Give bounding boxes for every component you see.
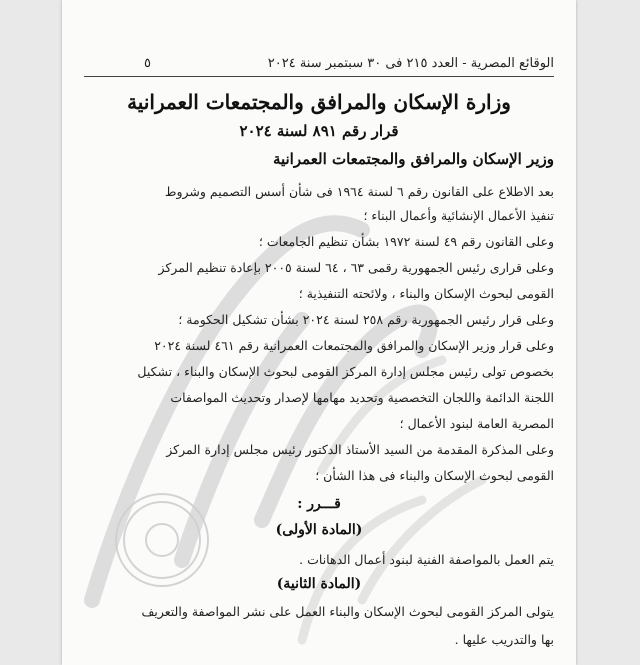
- running-title: الوقائع المصرية - العدد ٢١٥ فى ٣٠ سبتمبر سنة ٢٠٢٤: [267, 56, 554, 71]
- body-line: وعلى المذكرة المقدمة من السيد الأستاذ الدكتور رئيس مجلس إدارة المركز: [166, 442, 554, 457]
- document-page: [62, 0, 576, 665]
- article-2-text: يتولى المركز القومى لبحوث الإسكان والبناء العمل على نشر المواصفة والتعريف: [141, 604, 554, 619]
- body-line: المصرية العامة لبنود الأعمال ؛: [399, 416, 554, 431]
- body-line: وعلى قرارى رئيس الجمهورية رقمى ٦٣ ، ٦٤ لسنة ٢٠٠٥ بإعادة تنظيم المركز: [158, 260, 554, 275]
- article-1-text: يتم العمل بالمواصفة الفنية لبنود أعمال الدهانات .: [299, 552, 554, 567]
- running-header: [84, 56, 554, 77]
- body-line: تنفيذ الأعمال الإنشائية وأعمال البناء ؛: [363, 208, 554, 223]
- body-line: بخصوص تولى رئيس مجلس إدارة المركز القومى لبحوث الإسكان والبناء ، تشكيل: [137, 364, 554, 379]
- article-2-text: بها والتدريب عليها .: [454, 632, 554, 647]
- body-line: القومى لبحوث الإسكان والبناء ، ولائحته التنفيذية ؛: [298, 286, 554, 301]
- decree-number: قرار رقم ٨٩١ لسنة ٢٠٢٤: [239, 122, 399, 140]
- body-line: وعلى القانون رقم ٤٩ لسنة ١٩٧٢ بشأن تنظيم الجامعات ؛: [258, 234, 554, 249]
- decided-heading: قـــرر :: [297, 496, 341, 512]
- body-line: وعلى قرار رئيس الجمهورية رقم ٢٥٨ لسنة ٢٠٢٤ بشأن تشكيل الحكومة ؛: [178, 312, 554, 327]
- body-line: اللجنة الدائمة واللجان التخصصية وتحديد مهامها لإصدار وتحديث المواصفات: [170, 390, 554, 405]
- body-line: بعد الاطلاع على القانون رقم ٦ لسنة ١٩٦٤ فى شأن أسس التصميم وشروط: [164, 184, 554, 199]
- body-line: القومى لبحوث الإسكان والبناء فى هذا الشأن ؛: [315, 468, 554, 483]
- minister-title: وزير الإسكان والمرافق والمجتمعات العمرانية: [272, 150, 554, 168]
- body-line: وعلى قرار وزير الإسكان والمرافق والمجتمعات العمرانية رقم ٤٦١ لسنة ٢٠٢٤: [154, 338, 554, 353]
- article-2-heading: (المادة الثانية): [276, 576, 362, 592]
- page-number: ٥: [144, 56, 151, 71]
- ministry-title: وزارة الإسكان والمرافق والمجتمعات العمرانية: [127, 90, 511, 114]
- article-1-heading: (المادة الأولى): [275, 522, 363, 538]
